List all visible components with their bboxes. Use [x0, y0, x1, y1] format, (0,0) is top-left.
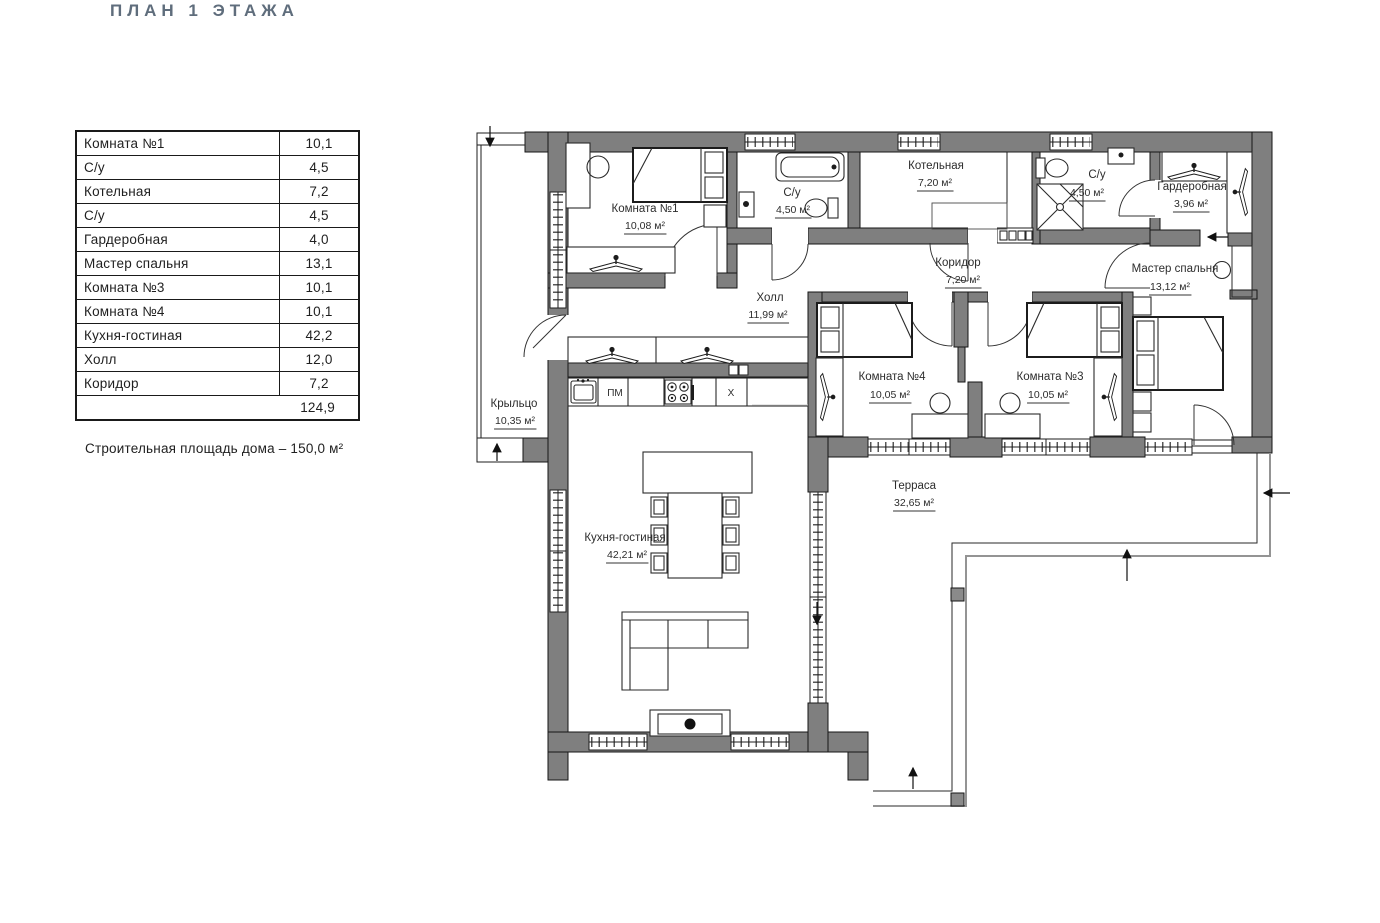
- boiler-equipment: [932, 203, 1007, 229]
- room-name-cell: Гардеробная: [76, 228, 280, 252]
- kitchen-sink-icon: [571, 379, 596, 403]
- room-area-cell: 10,1: [280, 276, 360, 300]
- label-garderobnaya: Гардеробная: [1157, 181, 1227, 193]
- room-area-cell: 4,0: [280, 228, 360, 252]
- stove-icon: [665, 380, 694, 404]
- label-kryltso: Крыльцо: [490, 398, 538, 410]
- door-gap-entry: [547, 315, 569, 360]
- room-name-cell: Мастер спальня: [76, 252, 280, 276]
- bed-single-4: [817, 303, 912, 357]
- label-koridor: Коридор: [935, 257, 981, 269]
- porch: [477, 126, 548, 462]
- sofa: [622, 612, 748, 690]
- area-su1: 4,50 м²: [775, 204, 811, 216]
- area-holl: 11,99 м²: [748, 309, 788, 321]
- window-bottom-2: [731, 734, 789, 750]
- total-area-cell: 124,9: [76, 396, 359, 421]
- door-gap-room4: [908, 291, 952, 303]
- area-kuhnya: 42,21 м²: [607, 549, 647, 561]
- label-su2: С/у: [1088, 169, 1106, 181]
- door-gap-bath1: [772, 227, 808, 245]
- room-name-cell: Кухня-гостиная: [76, 324, 280, 348]
- window-left-room1: [550, 192, 566, 308]
- label-kuhnya: Кухня-гостиная: [584, 532, 666, 544]
- room3-wardrobe: [1094, 358, 1122, 436]
- hall-closets: [568, 337, 808, 364]
- bed-double: [1133, 317, 1223, 390]
- label-su1: С/у: [783, 187, 801, 199]
- label-holl: Холл: [756, 292, 784, 304]
- area-koridor: 7,20 м²: [945, 274, 981, 286]
- window-south-master: [1145, 439, 1192, 455]
- door-gap-room3: [988, 291, 1032, 303]
- area-komnata4: 10,05 м²: [870, 389, 910, 401]
- room-area-cell: 10,1: [280, 131, 360, 156]
- room-area-cell: 4,5: [280, 156, 360, 180]
- toilet-2: [1036, 158, 1068, 178]
- label-kotelnaya: Котельная: [908, 160, 964, 172]
- window-top-3: [1050, 134, 1092, 150]
- room-name-cell: Коридор: [76, 372, 280, 396]
- room-area-cell: 42,2: [280, 324, 360, 348]
- room3-door: [988, 302, 1032, 346]
- area-komnata1: 10,08 м²: [625, 220, 665, 232]
- dishwasher-label: ПМ: [607, 388, 623, 399]
- area-terrasa: 32,65 м²: [894, 497, 934, 509]
- area-komnata3: 10,05 м²: [1028, 389, 1068, 401]
- room-name-cell: Холл: [76, 348, 280, 372]
- fridge-label: Х: [727, 388, 735, 399]
- room-name-cell: Комната №1: [76, 131, 280, 156]
- bed-single-1: [633, 148, 727, 202]
- room-area-cell: 7,2: [280, 180, 360, 204]
- room-name-cell: С/у: [76, 204, 280, 228]
- label-terrasa: Терраса: [891, 480, 937, 492]
- room-area-cell: 12,0: [280, 348, 360, 372]
- room-area-cell: 7,2: [280, 372, 360, 396]
- area-garderobnaya: 3,96 м²: [1173, 198, 1209, 210]
- desk-3: [985, 414, 1040, 438]
- area-su2: 4,50 м²: [1069, 187, 1105, 199]
- window-top-2: [898, 134, 940, 150]
- area-kotelnaya: 7,20 м²: [917, 177, 953, 189]
- window-kitchen-east-glass: [810, 492, 826, 703]
- building-area-caption: Строительная площадь дома – 150,0 м²: [85, 441, 344, 456]
- label-komnata4: Комната №4: [858, 371, 926, 383]
- area-kryltso: 10,35 м²: [495, 415, 535, 427]
- window-south-room3: [1002, 439, 1090, 455]
- room-name-cell: Котельная: [76, 180, 280, 204]
- page-title: ПЛАН 1 ЭТАЖА: [110, 1, 299, 20]
- bed-single-3: [1027, 303, 1122, 357]
- desk-4: [912, 414, 968, 438]
- room-area-cell: 13,1: [280, 252, 360, 276]
- room-area-cell: 4,5: [280, 204, 360, 228]
- bath1-door: [772, 244, 808, 280]
- room4-wardrobe: [816, 358, 843, 436]
- kitchen-island: [643, 452, 752, 578]
- window-south-room4: [868, 439, 950, 455]
- area-master: 13,12 м²: [1150, 281, 1190, 293]
- label-komnata3: Комната №3: [1016, 371, 1084, 383]
- label-komnata1: Комната №1: [611, 203, 679, 215]
- window-bottom-1: [589, 734, 647, 750]
- door-gap-boiler: [968, 227, 997, 245]
- dining-table: [668, 493, 722, 578]
- room-name-cell: С/у: [76, 156, 280, 180]
- terrace-door-threshold: [1192, 440, 1232, 453]
- master-terrace-door: [1194, 405, 1234, 445]
- label-master: Мастер спальня: [1131, 263, 1219, 275]
- window-top-1: [745, 134, 795, 150]
- room4-door: [908, 302, 952, 346]
- room-name-cell: Комната №3: [76, 276, 280, 300]
- room-area-cell: 10,1: [280, 300, 360, 324]
- terrace: [873, 453, 1290, 806]
- transom-window: [997, 228, 1033, 243]
- room1-closet: [567, 247, 675, 273]
- room-name-cell: Комната №4: [76, 300, 280, 324]
- tv-stand: [650, 710, 730, 736]
- window-left-kitchen: [550, 490, 566, 612]
